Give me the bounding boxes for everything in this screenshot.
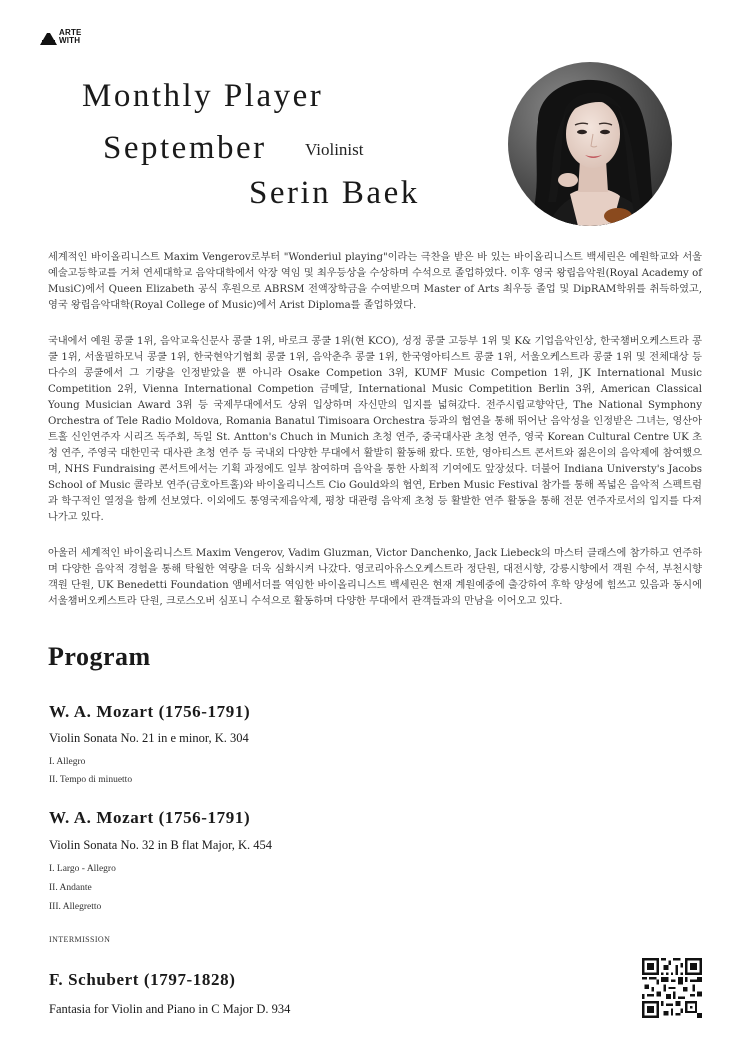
bio-paragraph-3: 아울러 세계적인 바이올리니스트 Maxim Vengerov, Vadim Gluzman, Victor Danchenko, Jack Liebeck의 마스터 클래스에 참가하고 연주하며 다양한 음악적 경험을 통해 탁월한 역량을 더욱 심화시켜 나갔다. 영코리아유스오케스트라 정단원, 대전시향, 강릉시향에서 객원 수석, 부천시향 객원 단원, UK Benedetti Foundation 앰베서더를 역임한 바이올리니스트 백세린은 현재 계원예중에 출강하여 후학 양성에 힘쓰고 있음과 동시에 서울챔버오케스트라 단원, 크로스오버 심포니 수석으로 활동하며 다양한 무대에서 관객들과의 만남을 이어오고 있다. — [48, 548, 702, 607]
piece-3-composer: F. Schubert (1797-1828) — [49, 970, 236, 989]
piece-1-movement-2: II. Tempo di minuetto — [49, 775, 133, 785]
performer-role: Violinist — [305, 140, 364, 159]
program-heading: Program — [48, 642, 151, 671]
title-monthly-player: Monthly Player — [82, 78, 324, 114]
piece-2-work: Violin Sonata No. 32 in B flat Major, K. 454 — [49, 838, 273, 852]
qr-code[interactable] — [642, 958, 702, 1018]
performer-name: Serin Baek — [249, 175, 420, 211]
logo-mark-icon — [40, 31, 57, 45]
title-month: September — [103, 130, 267, 166]
portrait-image — [508, 62, 672, 226]
brand-logo — [40, 29, 100, 49]
bio-paragraph-1: 세계적인 바이올리니스트 Maxim Vengerov로부터 "Wonderiul playing"이라는 극찬을 받은 바 있는 바이올리니스트 백세린은 예원학교와 서울예술고등학교를 거쳐 연세대학교 음악대학에서 악장 역임 및 최우등상을 수상하며 수석으로 졸업하였다. 이후 영국 왕립음악원(Royal Academy of MusiC)에서 Queen Elizabeth 공식 후원으로 ABRSM 전액장학금을 수여받으며 Master of Arts 최우등 졸업 및 DipRAM학위를 취득하였고, 영국 왕립음악대학(Royal College of Music)에서 Arist Diploma를 졸업하였다. — [48, 252, 702, 311]
piece-2-movement-3: III. Allegretto — [49, 902, 102, 912]
piece-2-movement-1: I. Largo - Allegro — [49, 864, 116, 874]
performer-portrait — [508, 62, 672, 226]
bio-paragraph-2: 국내에서 예원 콩쿨 1위, 음악교육신문사 콩쿨 1위, 바로크 콩쿨 1위(현 KCO), 성정 콩쿨 고등부 1위 및 K& 기업음악인상, 한국챔버오케스트라 콩쿨 1위, 서울필하모닉 콩쿨 1위, 한국현악기협회 콩쿨 1위, 음악춘추 콩쿨 1위, 한국영아티스트 콩쿨 1위, 서울오케스트라 콩쿨 1위 및 전체대상 등 다수의 콩쿨에서 그 기량을 인정받았을 뿐 아니라 Osake Competion 3위, KUMF Music Competion 1위, JK International Music Competition 2위, Vienna International Competion 금메달, International Music Competition Berlin 3위, American Classical Young Musician Award 3위 등 국제무대에서도 상위 입상하며 자신만의 입지를 넓혀갔다. 전주시립교향악단, The National Symphony Orchestra of Tele Radio Moldova, Romania Banatul Timisoara Orchestra 등과의 협연을 통해 뛰어난 음악성을 인정받은 그녀는, 영산아트홀 신인연주자 시리즈 독주회, 독일 St. Antton's Chuch in Munich 초청 연주, 중국대사관 초청 연주, 영국 Korean Cultural Centre UK 초청 연주, 주영국 대한민국 대사관 초청 연주 등 국내외 다양한 무대에서 활발히 활동해 왔다. 또한, 영아티스트 콘서트와 젊은이의 음악제에 참여했으며, NHS Fundraising 콘서트에서는 기획 과정에도 일부 참여하며 음악을 통한 사회적 기여에도 앞장섰다. 더불어 Indiana Universty's Jacobs School of Music 콜라보 연주(금호아트홀)와 바이올리니스트 Cio Gould와의 협연, Erben Music Festival 참가를 통해 폭넓은 음악적 스펙트럼과 학구적인 열정을 함께 선보였다. 이외에도 통영국제음악제, 평창 대관령 음악제 초청 등 활발한 연주 활동을 통해 전문 연주자로서의 입지를 다져나가고 있다. — [48, 336, 702, 523]
logo-text: ARTE WITH — [59, 28, 82, 45]
piece-1-work: Violin Sonata No. 21 in e minor, K. 304 — [49, 731, 249, 745]
piece-2-composer: W. A. Mozart (1756-1791) — [49, 808, 251, 827]
piece-1-composer: W. A. Mozart (1756-1791) — [49, 702, 251, 721]
intermission-label: INTERMISSION — [49, 935, 111, 944]
piece-1-movement-1: I. Allegro — [49, 757, 86, 767]
piece-3-work: Fantasia for Violin and Piano in C Major D. 934 — [49, 1002, 291, 1016]
piece-2-movement-2: II. Andante — [49, 883, 92, 893]
